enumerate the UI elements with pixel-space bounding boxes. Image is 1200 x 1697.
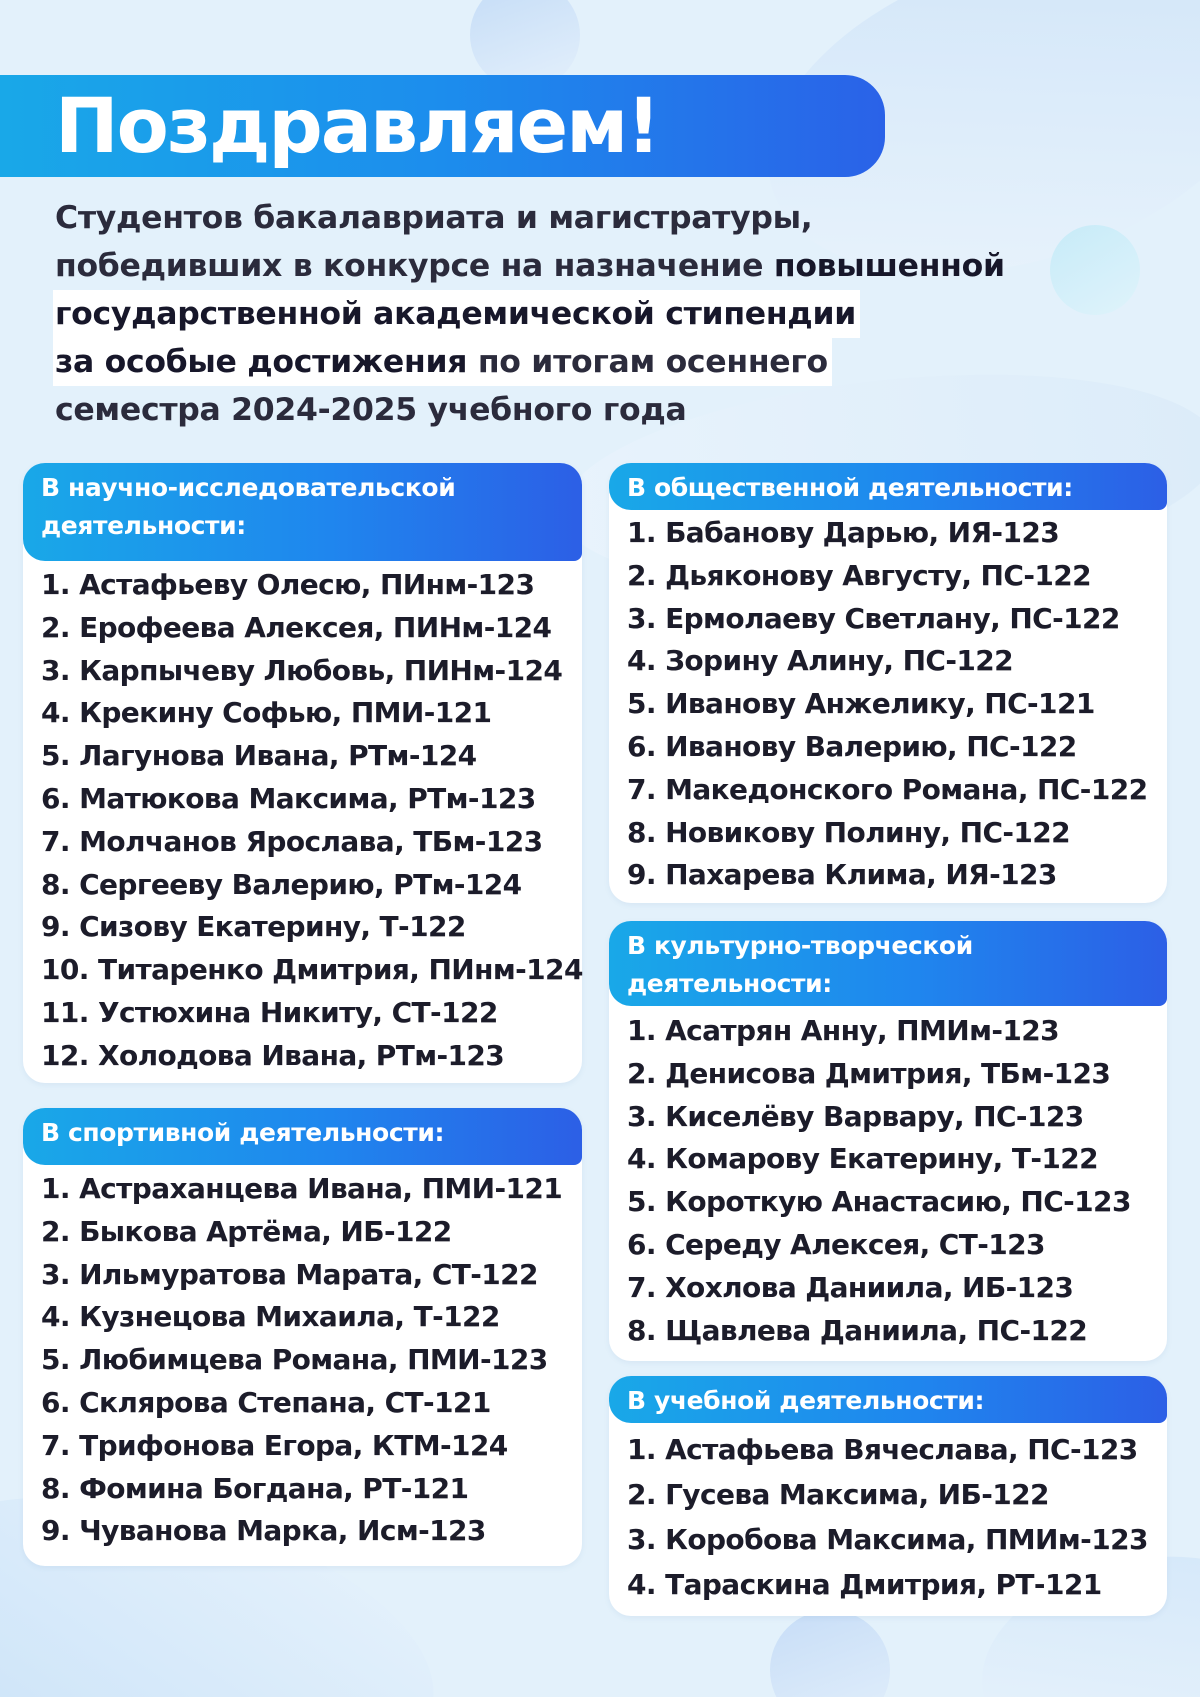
intro-text — [55, 194, 1165, 434]
list-item: 4. Зорину Алину, ПС-122 — [627, 644, 1014, 678]
list-item: 3. Ильмуратова Марата, СТ-122 — [41, 1257, 538, 1291]
list-item: 5. Лагунова Ивана, РТм-124 — [41, 739, 477, 773]
list-item: 8. Щавлева Даниила, ПС-122 — [627, 1313, 1088, 1347]
list-item: 2. Денисова Дмитрия, ТБм-123 — [627, 1056, 1111, 1090]
list-item: 4. Тараскина Дмитрия, РТ-121 — [627, 1568, 1102, 1601]
list-item: 1. Астафьеву Олесю, ПИнм-123 — [41, 568, 535, 601]
list-item: 10. Титаренко Дмитрия, ПИнм-124 — [41, 953, 583, 987]
list-item: 7. Хохлова Даниила, ИБ-123 — [627, 1270, 1074, 1304]
list-item: 3. Коробова Максима, ПМИм-123 — [627, 1523, 1148, 1556]
list-item: 1. Астраханцева Ивана, ПМИ-121 — [41, 1172, 563, 1205]
list-item: 4. Крекину Софью, ПМИ-121 — [41, 696, 492, 730]
list-item: 8. Фомина Богдана, РТ-121 — [41, 1471, 469, 1505]
intro-line-2-regular: победивших в конкурсе на назначение — [55, 248, 774, 284]
intro-line-4-bold: за особые достижения — [55, 344, 468, 380]
list-item: 7. Трифонова Егора, КТМ-124 — [41, 1428, 508, 1462]
list-item: 4. Кузнецова Михаила, Т-122 — [41, 1300, 500, 1334]
intro-line-3-bold: государственной академической стипендии — [53, 290, 860, 338]
list-item: 9. Пахарева Клима, ИЯ-123 — [627, 858, 1057, 892]
research-list — [41, 564, 583, 1078]
sport-list — [41, 1168, 562, 1553]
page-title: Поздравляем! — [55, 81, 659, 170]
bg-blob — [770, 1610, 890, 1697]
intro-line-4-regular: по итогам осеннего — [467, 344, 828, 380]
list-item: 8. Новикову Полину, ПС-122 — [627, 815, 1071, 849]
list-item: 5. Короткую Анастасию, ПС-123 — [627, 1185, 1131, 1219]
list-item: 8. Сергееву Валерию, РТм-124 — [41, 867, 522, 901]
list-item: 3. Ермолаеву Светлану, ПС-122 — [627, 601, 1120, 635]
list-item: 2. Ерофеева Алексея, ПИНм-124 — [41, 610, 552, 644]
list-item: 3. Киселёву Варвару, ПС-123 — [627, 1099, 1084, 1133]
culture-list — [627, 1010, 1131, 1352]
list-item: 4. Комарову Екатерину, Т-122 — [627, 1142, 1099, 1176]
section-heading: В научно-исследовательской деятельности: — [23, 463, 582, 561]
list-item: 2. Быкова Артёма, ИБ-122 — [41, 1214, 452, 1248]
list-item: 9. Сизову Екатерину, Т-122 — [41, 910, 466, 944]
list-item: 2. Дьяконову Августу, ПС-122 — [627, 558, 1092, 592]
list-item: 2. Гусева Максима, ИБ-122 — [627, 1478, 1049, 1511]
list-item: 6. Иванову Валерию, ПС-122 — [627, 729, 1077, 763]
intro-line-5: семестра 2024-2025 учебного года — [55, 392, 687, 428]
intro-line-1: Студентов бакалавриата и магистратуры, — [55, 200, 813, 236]
intro-line-4 — [55, 338, 1165, 386]
list-item: 1. Бабанову Дарью, ИЯ-123 — [627, 516, 1060, 549]
section-heading: В общественной деятельности: — [609, 463, 1167, 510]
list-item: 6. Середу Алексея, СТ-123 — [627, 1227, 1045, 1261]
list-item: 1. Асатрян Анну, ПМИм-123 — [627, 1014, 1060, 1047]
list-item: 1. Астафьева Вячеслава, ПС-123 — [627, 1433, 1138, 1466]
section-heading: В учебной деятельности: — [609, 1376, 1167, 1423]
study-list — [627, 1427, 1148, 1607]
list-item: 7. Молчанов Ярослава, ТБм-123 — [41, 824, 543, 858]
list-item: 9. Чуванова Марка, Исм-123 — [41, 1514, 486, 1548]
title-banner — [0, 75, 885, 177]
list-item: 11. Устюхина Никиту, СТ-122 — [41, 995, 498, 1029]
list-item: 6. Склярова Степана, СТ-121 — [41, 1385, 491, 1419]
list-item: 12. Холодова Ивана, РТм-123 — [41, 1038, 505, 1072]
list-item: 3. Карпычеву Любовь, ПИНм-124 — [41, 653, 563, 687]
intro-line-3 — [55, 290, 1165, 338]
intro-line-2 — [55, 242, 1165, 290]
list-item: 7. Македонского Романа, ПС-122 — [627, 772, 1148, 806]
list-item: 6. Матюкова Максима, РТм-123 — [41, 781, 536, 815]
social-list — [627, 512, 1147, 897]
list-item: 5. Любимцева Романа, ПМИ-123 — [41, 1343, 548, 1377]
list-item: 5. Иванову Анжелику, ПС-121 — [627, 687, 1095, 721]
section-heading: В спортивной деятельности: — [23, 1108, 582, 1165]
section-heading: В культурно-творческой деятельности: — [609, 921, 1167, 1006]
intro-line-2-bold: повышенной — [773, 248, 1005, 284]
